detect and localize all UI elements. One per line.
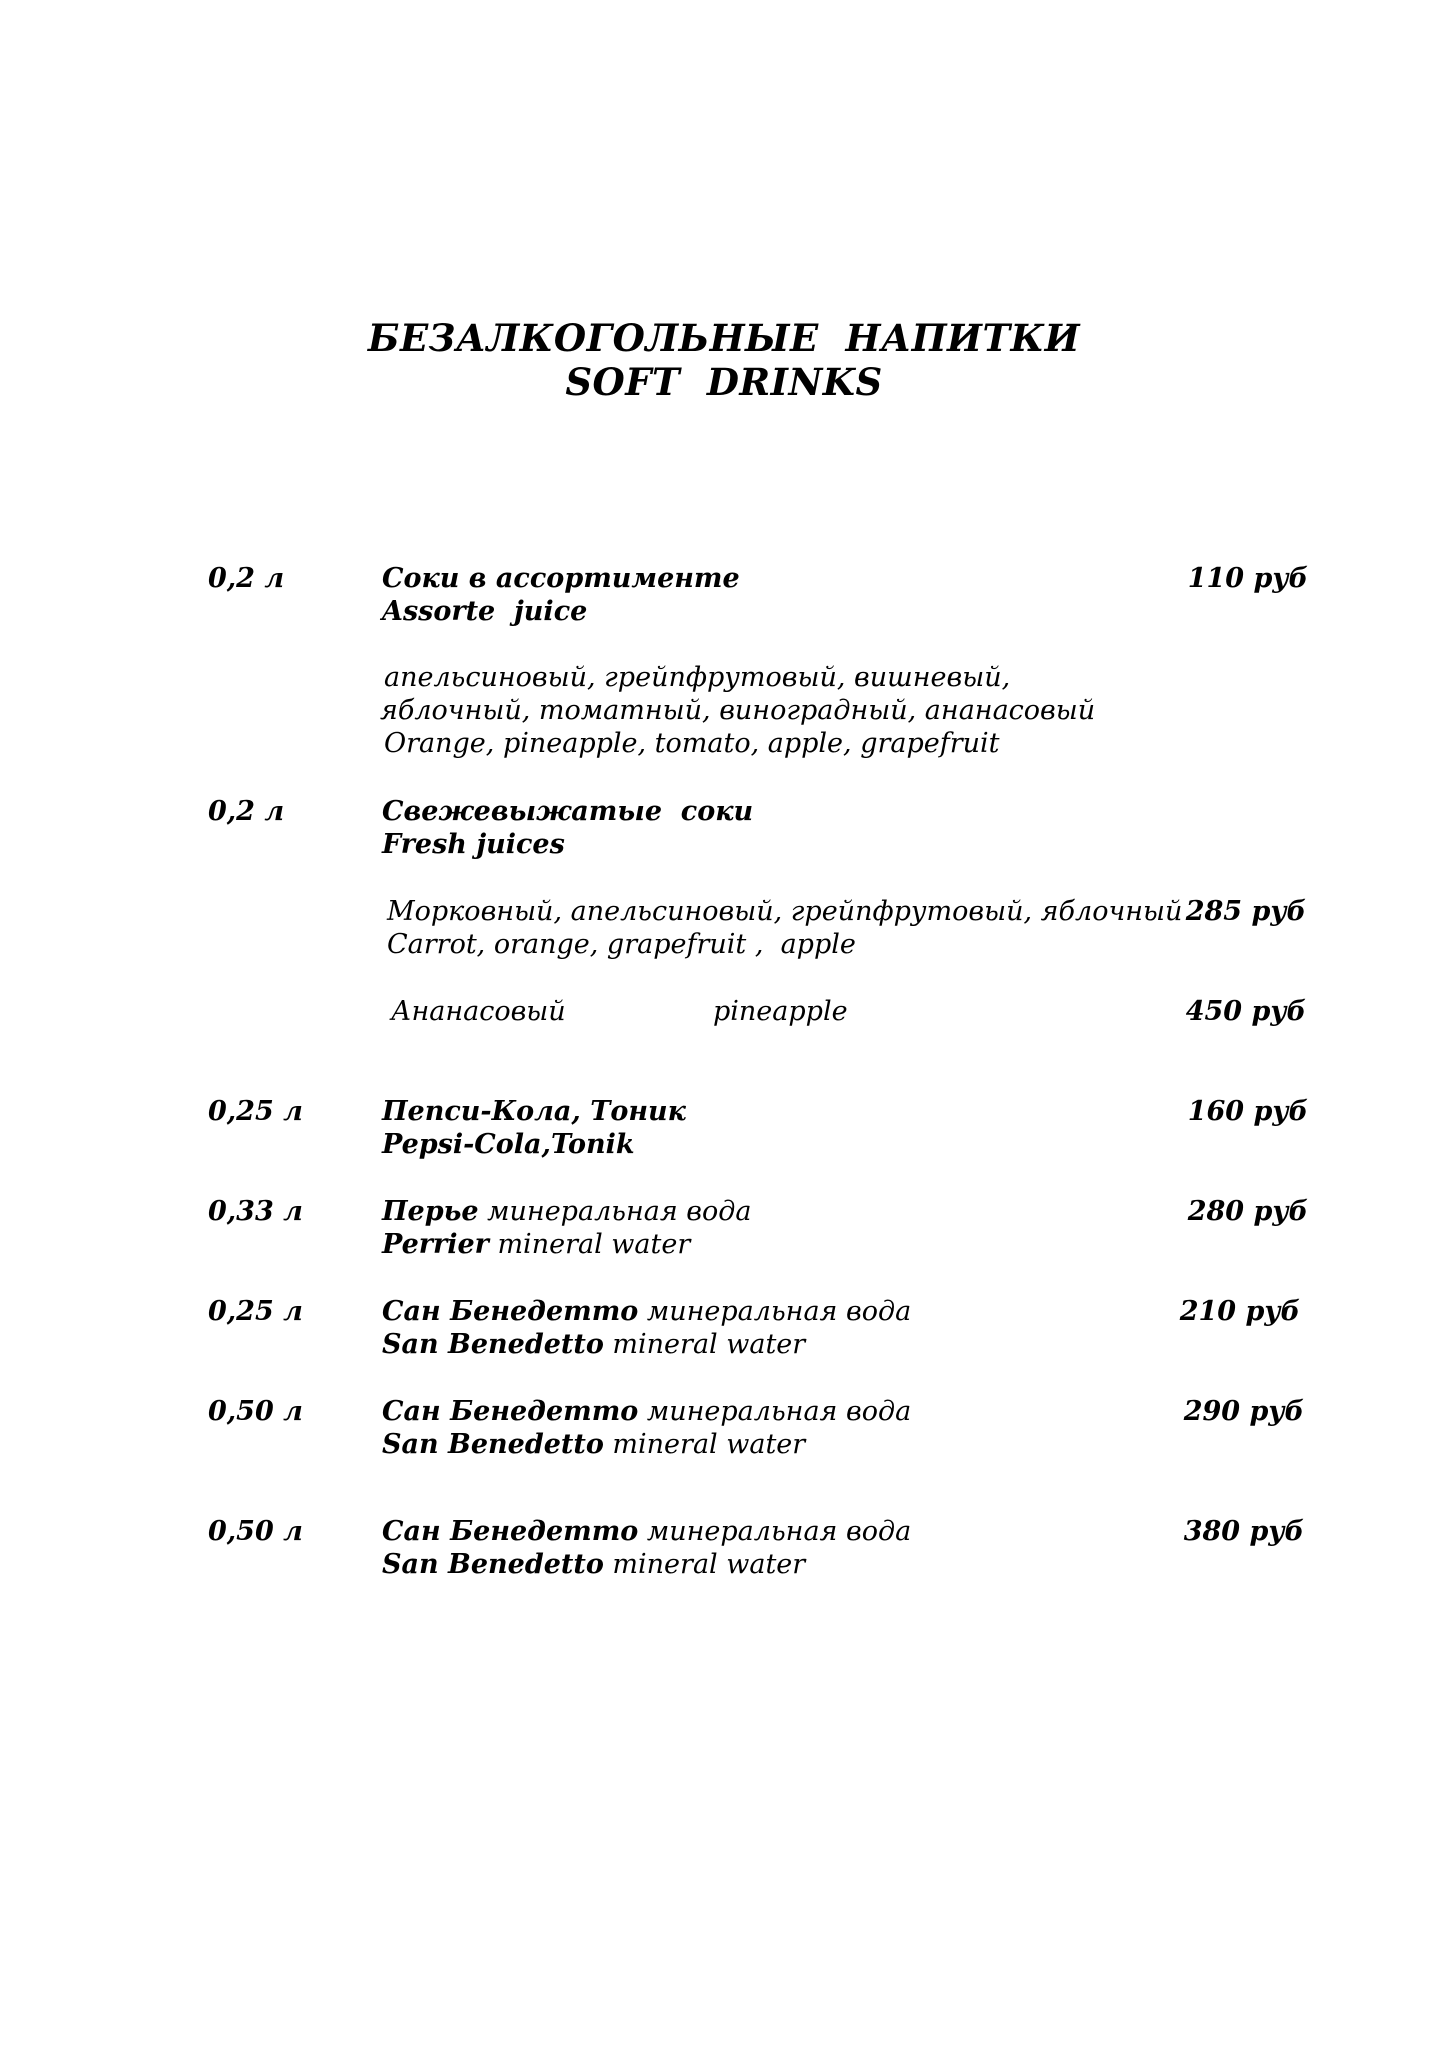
item-description: Orange, pineapple, tomato, apple, grapefruit [384, 728, 1000, 759]
item-name-ru: Пепси-Кола, Тоник [382, 1096, 686, 1127]
page-title-en: SOFT DRINKS [565, 360, 883, 404]
item-volume: 0,33 л [208, 1196, 303, 1227]
option-name-en: Carrot, orange, grapefruit , apple [387, 929, 856, 960]
item-volume: 0,25 л [208, 1096, 303, 1127]
item-description: яблочный, томатный, виноградный, ананасовый [380, 695, 1096, 726]
item-volume: 0,2 л [208, 563, 285, 594]
item-price: 210 руб [1179, 1296, 1300, 1327]
item-volume: 0,2 л [208, 796, 285, 827]
item-name-ru: Перье минеральная вода [382, 1196, 752, 1227]
item-name-ru: Сан Бенедетто минеральная вода [382, 1516, 912, 1547]
item-name-en: San Benedetto mineral water [382, 1549, 806, 1580]
option-name-en: pineapple [713, 996, 848, 1027]
item-name-ru: Соки в ассортименте [382, 563, 740, 594]
item-description: апельсиновый, грейпфрутовый, вишневый, [384, 662, 1011, 693]
item-price: 280 руб [1187, 1196, 1308, 1227]
item-name-en: San Benedetto mineral water [382, 1429, 806, 1460]
item-volume: 0,25 л [208, 1296, 303, 1327]
item-volume: 0,50 л [208, 1516, 303, 1547]
option-price: 450 руб [1185, 996, 1306, 1027]
item-volume: 0,50 л [208, 1396, 303, 1427]
item-price: 160 руб [1187, 1096, 1308, 1127]
item-price: 290 руб [1183, 1396, 1304, 1427]
item-name-ru: Сан Бенедетто минеральная вода [382, 1396, 912, 1427]
item-name-en: Fresh juices [382, 829, 565, 860]
item-name-ru: Сан Бенедетто минеральная вода [382, 1296, 912, 1327]
item-price: 110 руб [1187, 563, 1308, 594]
item-name-en: San Benedetto mineral water [382, 1329, 806, 1360]
item-price: 380 руб [1183, 1516, 1304, 1547]
option-name-ru: Ананасовый [391, 996, 566, 1027]
option-price: 285 руб [1185, 896, 1306, 927]
item-name-en: Assorte juice [382, 596, 588, 627]
page-title-ru: БЕЗАЛКОГОЛЬНЫЕ НАПИТКИ [367, 316, 1081, 360]
item-name-en: Perrier mineral water [382, 1229, 691, 1260]
option-name-ru: Морковный, апельсиновый, грейпфрутовый, яблочный [387, 896, 1183, 927]
item-name-en: Pepsi-Cola,Tonik [382, 1129, 635, 1160]
item-name-ru: Свежевыжатые соки [382, 796, 754, 827]
